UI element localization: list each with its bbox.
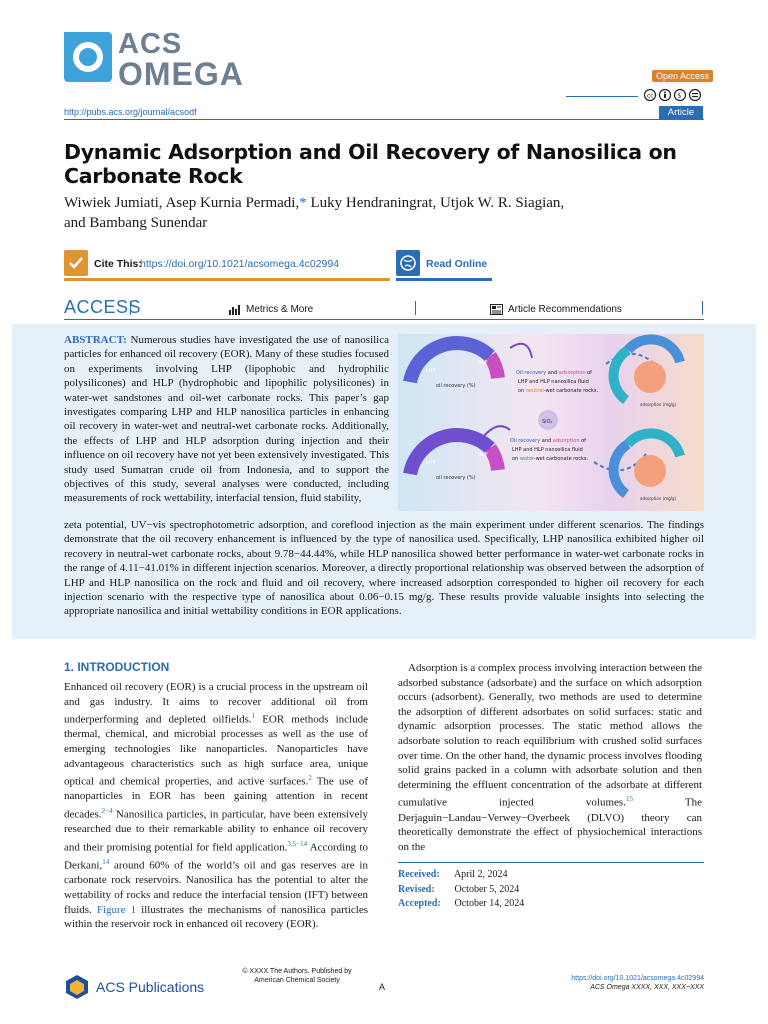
open-access-badge[interactable]: Open Access	[652, 70, 713, 82]
license-divider	[566, 96, 638, 97]
article-type-badge: Article	[659, 106, 703, 119]
intro-text: The use of nanoparticles in EOR has been gaining attention in recent decades.	[64, 775, 368, 821]
svg-text:cc: cc	[647, 92, 654, 100]
intro-right-column	[398, 661, 702, 854]
journal-url-link[interactable]: http://pubs.acs.org/journal/acsodf	[64, 107, 197, 117]
toc-panel1-oil-recovery: Oil recovery	[516, 370, 547, 376]
svg-text:$: $	[677, 92, 682, 100]
abstract-label: ABSTRACT:	[64, 334, 127, 346]
abstract-body-bottom: zeta potential, UV−vis spectrophotometric adsorption, and coreflood injection as the main experiment under different scenarios. The findings demonstrate that the oil recovery enhancement is influenced by the type of nanosilica used. Specifically, LHP nanosilica exhibited higher oil recovery in neutral-wet carbonate rocks, about 9.78−44.44%, while HLP nanosilica showed better performance in water-wet carbonate rocks in the range of 4.11−41.01% in different injection scenarios. Moreover, a directly proportional relationship was observed between the adsorption of LHP and HLP nanosilica on the rock and fluid and oil recovery, where increased adsorption corresponded to higher oil recovery for each injection scenario with the respective type of nanosilica about 0.06−0.15 mg/g. These results provide valuable insights into selecting the appropriate nanosilica and initial wettability conditions in EOR applications.	[64, 519, 704, 618]
globe-icon	[396, 250, 420, 276]
toc-panel2-on: on	[512, 456, 520, 462]
abstract-text-top	[64, 333, 389, 506]
citation-ref[interactable]: 15	[625, 795, 633, 804]
footer-doi-link[interactable]: https://doi.org/10.1021/acsomega.4c02994	[571, 975, 704, 982]
toc-panel2-oil-recovery: Oil recovery	[510, 438, 541, 444]
access-label: ACCESS	[64, 297, 142, 317]
section-heading-introduction: 1. INTRODUCTION	[64, 660, 170, 674]
omega-logo-icon	[64, 32, 112, 82]
toc-panel2-tail: -wet carbonate rocks.	[533, 456, 589, 462]
revised-label: Revised:	[398, 883, 435, 895]
access-bar	[64, 297, 704, 319]
authors-line1[interactable]: Wiwiek Jumiati, Asep Kurnia Permadi,	[64, 195, 300, 211]
read-online-button[interactable]	[396, 250, 492, 281]
copyright-line-1: © XXXX The Authors. Published by	[242, 968, 352, 975]
logo-text-omega: OMEGA	[118, 56, 244, 92]
creative-commons-license-icon[interactable]	[643, 88, 703, 102]
abstract-body-top: Numerous studies have investigated the use of nanosilica particles for enhanced oil recovery (EOR). Many of these studies focused on experiments involving LHP (lipophobic and hydrophilic polysilicones) and HLP (hydrophobic and lipophilic polysilicones) in water-wet sandstones and oil-wet carbonate rocks. This paper’s gap investigates comparing LHP and HLP nanosilica particles in enhancing oil recovery in water-wet and neutral-wet carbonate rocks. Additionally, the effects of LHP and HLP adsorption during injection and their influence on oil recovery have not yet been extensively investigated. This study used Sumatran crude oil from Indonesia, and to support the objectives of this study, several analyses were conducted, including measurements of rock wettability, interfacial tension, fluid stability,	[64, 334, 389, 505]
page-number: A	[379, 982, 386, 992]
toc-panel2-line1	[510, 438, 586, 444]
toc-hlp-label-1: HLP	[478, 360, 488, 366]
access-separator	[702, 301, 703, 315]
dates-rule	[398, 862, 704, 863]
article-recommendations-button[interactable]	[490, 304, 622, 315]
intro-text: According to Derkani,	[64, 841, 368, 872]
revised-date: October 5, 2024	[454, 883, 520, 895]
toc-adsorption-1: adsorption (mg/g)	[640, 402, 677, 407]
intro-text: EOR methods include thermal, chemical, and microbial processes as well as the use of emerging technologies like nanoparticles. Nanoparticles have advantageous characteristics such as high surface area, unique optical and chemical properties, and active surfaces.	[64, 713, 368, 788]
toc-graphic[interactable]	[398, 334, 704, 511]
accepted-row	[398, 897, 524, 912]
recommendations-label: Article Recommendations	[508, 304, 622, 315]
article-title: Dynamic Adsorption and Oil Recovery of Nanosilica on Carbonate Rock	[64, 140, 677, 188]
toc-lhp-label-2: LHP	[426, 460, 436, 466]
intro-text: Adsorption is a complex process involving interaction between the adsorbed substance (adsorbate) and the surface on which adsorption occurs (adsorbent). Generally, two methods are used to determine the adsorption of different adsorbates on solid surfaces: static and dynamic adsorption processes. The static method allows the adsorbate solution to reach equilibrium with crushed solid surfaces over time. On the other hand, the dynamic process involves flooding solid grains packed in a column with adsorbate solution and then determining the effluent concentration of the adsorbate at different cumulative injected volumes.	[398, 662, 702, 809]
toc-adsorption-2: adsorption (mg/g)	[640, 496, 677, 501]
toc-panel1-adsorption: adsorption	[558, 370, 586, 376]
toc-panel2-of: of	[579, 438, 586, 444]
citation-ref[interactable]: 2	[308, 774, 312, 783]
toc-panel1-line2: LHP and HLP nanosilica fluid	[518, 379, 589, 385]
corresponding-author-mark[interactable]: *	[299, 195, 307, 211]
toc-sio2: SiO₂	[542, 419, 553, 425]
metrics-more-button[interactable]	[229, 304, 313, 315]
copyright-notice	[232, 967, 362, 985]
intro-text: around 60% of the world’s oil and gas reserves are in carbonate rock reservoirs. Nanosilica has the potential to alter the wettability of rocks and reduce the interfacial tension (IFT) between fluids.	[64, 859, 368, 916]
figure-1-link[interactable]: Figure 1	[96, 903, 137, 916]
citation-ref[interactable]: 14	[102, 858, 110, 867]
access-separator	[130, 301, 131, 315]
cite-this-box[interactable]	[64, 250, 390, 281]
acs-hexagon-icon	[64, 974, 90, 1000]
intro-text: The Derjaguin−Landau−Verwey−Overbeek (DLVO) theory can theoretically demonstrate the effect of physiochemical interactions on the	[398, 797, 702, 853]
accepted-date: October 14, 2024	[454, 898, 525, 909]
received-date: April 2, 2024	[453, 869, 508, 880]
intro-text: illustrates the mechanisms of nanosilica particles within the reservoir rock in enhanced oil recovery (EOR).	[64, 903, 368, 931]
toc-panel1-line3	[518, 388, 598, 394]
toc-lhp-label-1: LHP	[426, 368, 436, 374]
article-dates	[398, 868, 524, 912]
toc-panel2-and: and	[540, 438, 553, 444]
header-rule	[64, 119, 704, 120]
logo-text-acs: ACS	[118, 28, 183, 60]
accepted-label: Accepted:	[398, 898, 441, 909]
toc-panel2-line3	[512, 456, 589, 462]
citation-ref[interactable]: 1	[251, 712, 256, 721]
cite-label: Cite This:	[94, 258, 142, 270]
received-label: Received:	[398, 869, 440, 880]
copyright-line-2: American Chemical Society	[254, 977, 340, 984]
toc-panel1-neutral: neutral	[525, 388, 544, 394]
journal-logo[interactable]	[64, 28, 274, 92]
toc-panel1-tail: -wet carbonate rocks.	[543, 388, 599, 394]
toc-oil-recovery-1: oil recovery (%)	[436, 383, 476, 389]
intro-left-column	[64, 680, 368, 932]
cite-icon	[64, 250, 88, 276]
toc-panel1-line1	[516, 370, 592, 376]
toc-panel2-line2: LHP and HLP nanosilica fluid	[512, 447, 583, 453]
intro-text: Nanosilica particles, in particular, have been extensively researched due to their remarkable ability to enhance oil recovery and their promising potential for field application.	[64, 808, 368, 854]
toc-panel2-water: water	[519, 456, 534, 462]
toc-oil-recovery-2: oil recovery (%)	[436, 475, 476, 481]
cite-doi-link[interactable]: https://doi.org/10.1021/acsomega.4c02994	[140, 258, 340, 270]
footer-journal-line: ACS Omega XXXX, XXX, XXX−XXX	[590, 984, 704, 991]
toc-panel2-adsorption: adsorption	[552, 438, 580, 444]
recommendations-icon	[490, 304, 503, 315]
citation-ref[interactable]: 2−4	[101, 807, 113, 816]
acs-publications-logo[interactable]	[64, 972, 214, 1002]
revised-row	[398, 883, 524, 898]
authors-line2[interactable]: and Bambang Sunendar	[64, 215, 208, 231]
intro-text: Enhanced oil recovery (EOR) is a crucial process in the upstream oil and gas industry. It aims to recover additional oil from underperforming and depleted oilfields.	[64, 681, 368, 726]
citation-ref[interactable]: 3,5−14	[287, 839, 308, 848]
read-online-label: Read Online	[426, 258, 488, 270]
bar-chart-icon	[229, 305, 241, 315]
footer-doi	[520, 974, 704, 992]
toc-hlp-label-2: HLP	[478, 452, 488, 458]
received-row	[398, 868, 524, 883]
access-separator	[415, 301, 416, 315]
author-list	[64, 193, 604, 233]
toc-panel1-and: and	[546, 370, 559, 376]
acs-publications-text: ACS Publications	[96, 979, 205, 995]
authors-line1-rest[interactable]: Luky Hendraningrat, Utjok W. R. Siagian,	[306, 195, 565, 211]
metrics-label: Metrics & More	[246, 304, 314, 315]
toc-panel1-on: on	[518, 388, 526, 394]
access-underline	[64, 319, 704, 320]
toc-panel1-of: of	[585, 370, 592, 376]
